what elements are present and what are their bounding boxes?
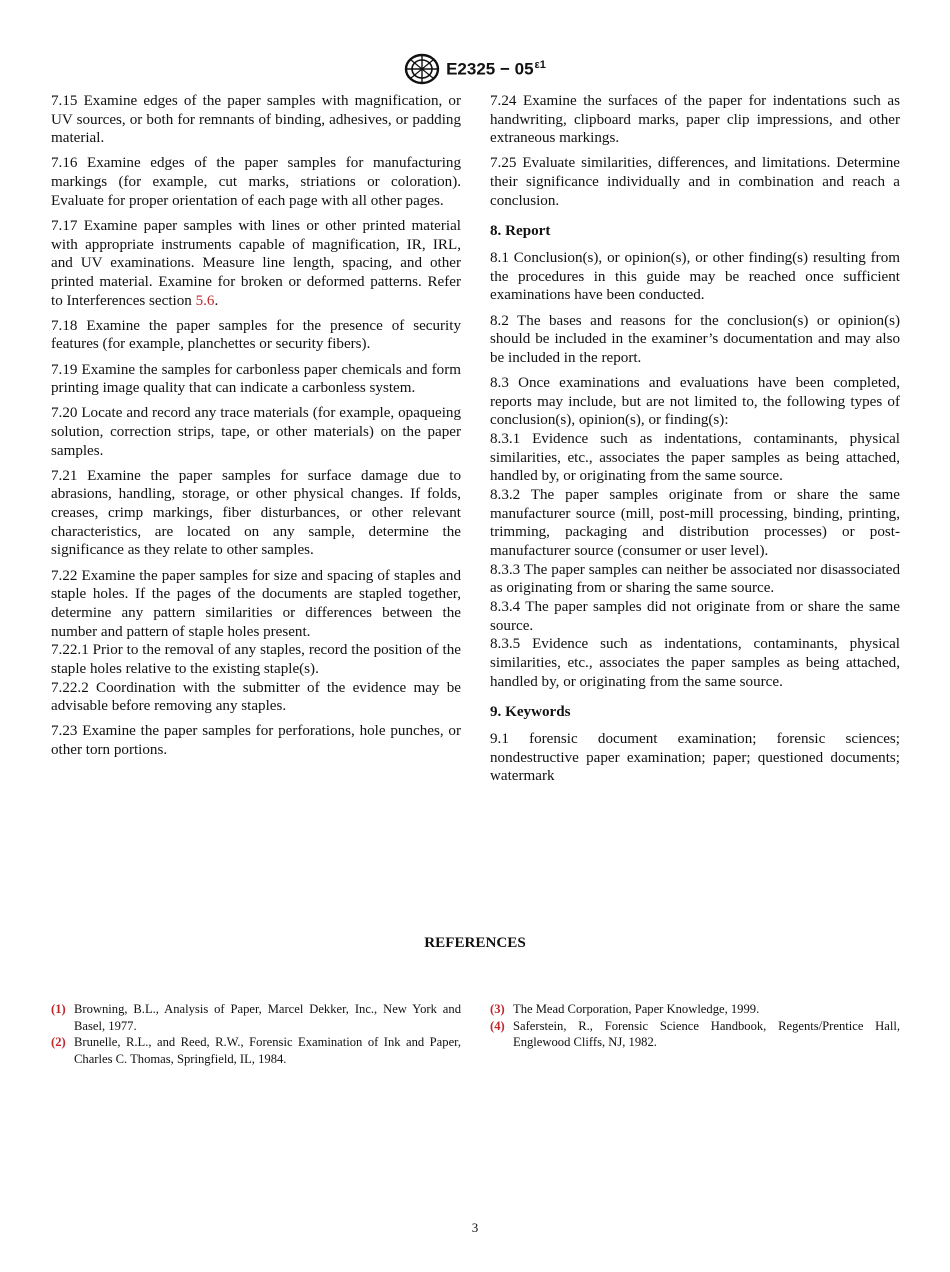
paragraph-7-24: 7.24 Examine the surfaces of the paper for indentations such as handwriting, clipboard marks, paper clip impressions, and other extraneous markings. (490, 93, 900, 147)
page-header (0, 52, 950, 86)
paragraph-8-3-3: 8.3.3 The paper samples can neither be associated nor disassociated as originating from or sharing the same source. (490, 561, 900, 597)
reference-text: Browning, B.L., Analysis of Paper, Marcel Dekker, Inc., New York and Basel, 1977. (74, 1002, 461, 1033)
document-edition-suffix: ε1 (534, 58, 546, 71)
paragraph-7-25: 7.25 Evaluate similarities, differences, and limitations. Determine their significance individually and in combination and reach a conclusion. (490, 155, 900, 209)
reference-number[interactable]: (2) (51, 1035, 66, 1050)
references-right-column (490, 1001, 900, 1051)
reference-number[interactable]: (3) (490, 1002, 505, 1016)
paragraph-7-20: 7.20 Locate and record any trace materials (for example, opaqueing solution, correction strips, tape, or other materials) on the paper samples. (51, 405, 461, 459)
paragraph-9-1: 9.1 forensic document examination; forensic sciences; nondestructive paper examination; paper; questioned documents; watermark (490, 730, 900, 785)
paragraph-7-22-1: 7.22.1 Prior to the removal of any staples, record the position of the staple holes relative to the existing staple(s). (51, 642, 461, 677)
right-text-column (490, 92, 900, 792)
paragraph-7-15: 7.15 Examine edges of the paper samples with magnification, or UV sources, or both for remnants of binding, adhesives, or padding material. (51, 93, 461, 147)
paragraph-7-23: 7.23 Examine the paper samples for perforations, hole punches, or other torn portions. (51, 723, 461, 758)
paragraph-7-17-end: . (214, 292, 219, 309)
paragraph-7-17 (51, 217, 461, 310)
paragraph-8-2: 8.2 The bases and reasons for the conclusion(s) or opinion(s) should be included in the examiner’s documentation and may also be included in the report. (490, 312, 900, 366)
references-title: REFERENCES (424, 935, 526, 951)
section-5-6-link[interactable]: 5.6 (195, 292, 215, 309)
reference-text: Saferstein, R., Forensic Science Handbook, Regents/Prentice Hall, Englewood Cliffs, NJ, 1982. (513, 1018, 900, 1050)
astm-logo-icon (404, 53, 440, 85)
paragraph-7-22-2: 7.22.2 Coordination with the submitter of the evidence may be advisable before removing any staples. (51, 679, 461, 715)
paragraph-8-3: 8.3 Once examinations and evaluations have been completed, reports may include, but are not limited to, the following types of conclusion(s), opinion(s), or finding(s): (490, 375, 900, 429)
reference-text: The Mead Corporation, Paper Knowledge, 1999. (513, 1002, 760, 1016)
paragraph-7-21: 7.21 Examine the paper samples for surface damage due to abrasions, handling, storage, or other physical changes. If folds, creases, crimp markings, fiber disturbances, or other relevant characteristics, are located on any sample, determine the significance as they relate to other samples. (51, 467, 461, 559)
page-number: 3 (471, 1220, 479, 1235)
left-text-column (51, 92, 461, 766)
reference-text: Brunelle, R.L., and Reed, R.W., Forensic Examination of Ink and Paper, Charles C. Thomas, Springfield, IL, 1984. (74, 1035, 461, 1066)
paragraph-7-19: 7.19 Examine the samples for carbonless paper chemicals and form printing image quality that can indicate a carbonless system. (51, 361, 461, 397)
paragraph-8-3-4: 8.3.4 The paper samples did not originate from or share the same source. (490, 598, 900, 634)
keywords-heading: 9. Keywords (490, 704, 571, 721)
reference-number[interactable]: (4) (490, 1018, 505, 1033)
paragraph-7-17-text: 7.17 Examine paper samples with lines or other printed material with appropriate instruments capable of magnification, IR, IRL, and UV examinations. Measure line length, spacing, and other printed material. Examine for broken or deformed patterns. Refer to Interferences section (51, 217, 461, 309)
paragraph-7-18: 7.18 Examine the paper samples for the presence of security features (for example, planchettes or security fibers). (51, 317, 461, 353)
report-heading: 8. Report (490, 223, 551, 240)
reference-item (51, 1034, 461, 1067)
paragraph-8-1: 8.1 Conclusion(s), or opinion(s), or other finding(s) resulting from the procedures in this guide may be reached once sufficient examinations have been conducted. (490, 250, 900, 304)
reference-item (490, 1018, 900, 1051)
reference-number[interactable]: (1) (51, 1002, 66, 1016)
paragraph-8-3-1: 8.3.1 Evidence such as indentations, contaminants, physical similarities, etc., associates the paper samples as being attached, handled by, or originating from the same source. (490, 431, 900, 485)
paragraph-8-3-2: 8.3.2 The paper samples originate from or share the same manufacturer source (mill, post-mill processing, binding, printing, trimming, packaging and distribution processes) or post-manufacturer source (consumer or user level). (490, 486, 900, 559)
document-number: $E2325 - 05^{\varepsilon 1}$ (446, 58, 546, 79)
reference-item (490, 1001, 900, 1018)
references-left-column (51, 1001, 461, 1067)
paragraph-8-3-5: 8.3.5 Evidence such as indentations, contaminants, physical similarities, etc., associates the paper samples as being attached, handled by, or originating from the same source. (490, 636, 900, 690)
paragraph-7-16: 7.16 Examine edges of the paper samples for manufacturing markings (for example, cut marks, striations or coloration). Evaluate for proper orientation of each page with all other pages. (51, 155, 461, 209)
reference-item (51, 1001, 461, 1034)
paragraph-7-22: 7.22 Examine the paper samples for size and spacing of staples and staple holes. If the pages of the documents are stapled together, determine any pattern similarities or differences between the number and pattern of staple holes present. (51, 567, 461, 640)
